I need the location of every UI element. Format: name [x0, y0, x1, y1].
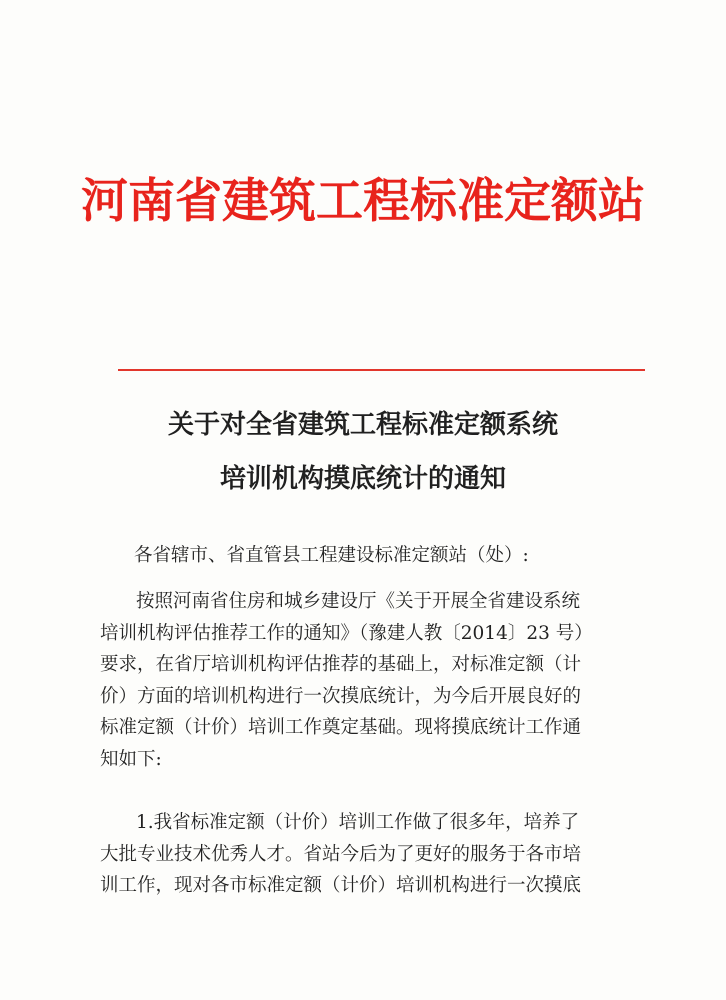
letterhead: 河南省建筑工程标准定额站	[81, 174, 645, 229]
paragraph-2-line: 1.我省标准定额（计价）培训工作做了很多年，培养了	[136, 812, 580, 833]
salutation	[134, 540, 694, 572]
paragraph-1-line: 价）方面的培训机构进行一次摸底统计，为今后开展良好的	[100, 685, 582, 707]
paragraph-1-line: 标准定额（计价）培训工作奠定基础。现将摸底统计工作通	[100, 717, 582, 738]
paragraph-1-line: 按照河南省住房和城乡建设厅《关于开展全省建设系统	[136, 591, 581, 612]
document-title-line-2: 培训机构摸底统计的通知	[219, 464, 506, 494]
red-divider-rule	[118, 369, 645, 371]
document-title-line-1: 关于对全省建筑工程标准定额系统	[167, 410, 558, 440]
paragraph-1-line: 培训机构评估推荐工作的通知》（豫建人教〔2014〕23 号）	[100, 622, 593, 644]
paragraph-1	[100, 586, 660, 775]
paragraph-1-line: 知如下:	[100, 748, 162, 770]
paragraph-1-line: 要求，在省厅培训机构评估推荐的基础上，对标准定额（计	[100, 654, 582, 675]
paragraph-2	[100, 807, 660, 902]
paragraph-2-line: 训工作，现对各市标准定额（计价）培训机构进行一次摸底	[100, 875, 582, 896]
salutation-text: 各省辖市、省直管县工程建设标准定额站（处）:	[134, 545, 529, 566]
paragraph-2-line: 大批专业技术优秀人才。省站今后为了更好的服务于各市培	[100, 843, 582, 865]
